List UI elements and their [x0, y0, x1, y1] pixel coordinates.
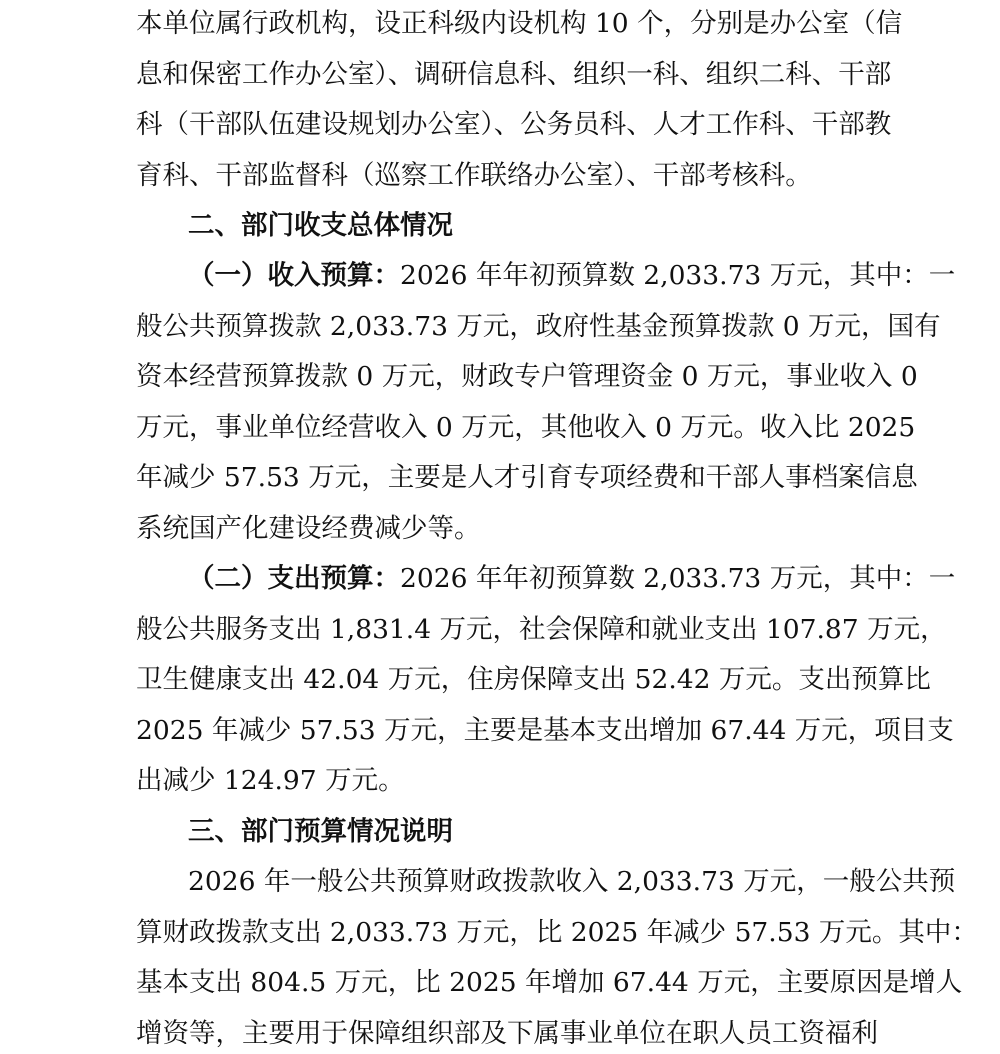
expense-budget-line-5: 出减少 124.97 万元。 — [136, 765, 405, 796]
section-heading-3: 三、部门预算情况说明 — [188, 816, 453, 847]
income-budget-text: 2026 年年初预算数 2,033.73 万元，其中：一 — [400, 260, 956, 291]
income-budget-line-2: 般公共预算拨款 2,033.73 万元，政府性基金预算拨款 0 万元，国有 — [136, 311, 941, 342]
expense-budget-text: 2026 年年初预算数 2,033.73 万元，其中：一 — [400, 563, 956, 594]
income-budget-line-3: 资本经营预算拨款 0 万元，财政专户管理资金 0 万元，事业收入 0 — [136, 361, 918, 392]
body-line-3: 科（干部队伍建设规划办公室）、公务员科、人才工作科、干部教 — [136, 109, 892, 140]
fiscal-line-1: 2026 年一般公共预算财政拨款收入 2,033.73 万元，一般公共预 — [188, 866, 956, 897]
income-budget-line-5: 年减少 57.53 万元，主要是人才引育专项经费和干部人事档案信息 — [136, 462, 918, 493]
fiscal-line-4: 增资等，主要用于保障组织部及下属事业单位在职人员工资福利 — [136, 1018, 878, 1049]
fiscal-line-2: 算财政拨款支出 2,033.73 万元，比 2025 年减少 57.53 万元。其中： — [136, 917, 978, 948]
income-budget-line-4: 万元，事业单位经营收入 0 万元，其他收入 0 万元。收入比 2025 — [136, 412, 916, 443]
income-budget-lead: （一）收入预算： — [188, 260, 400, 291]
expense-budget-line-4: 2025 年减少 57.53 万元，主要是基本支出增加 67.44 万元，项目支 — [136, 715, 954, 746]
expense-budget-lead: （二）支出预算： — [188, 563, 400, 594]
income-budget-line-1 — [188, 256, 956, 296]
expense-budget-line-2: 般公共服务支出 1,831.4 万元，社会保障和就业支出 107.87 万元， — [136, 614, 947, 645]
section-heading-2: 二、部门收支总体情况 — [188, 210, 453, 241]
fiscal-line-3: 基本支出 804.5 万元，比 2025 年增加 67.44 万元，主要原因是增人 — [136, 967, 963, 998]
body-line-4: 育科、干部监督科（巡察工作联络办公室）、干部考核科。 — [136, 160, 812, 191]
expense-budget-line-3: 卫生健康支出 42.04 万元，住房保障支出 52.42 万元。支出预算比 — [136, 664, 931, 695]
expense-budget-line-1 — [188, 559, 956, 599]
body-line-2: 息和保密工作办公室）、调研信息科、组织一科、组织二科、干部 — [136, 59, 892, 90]
income-budget-line-6: 系统国产化建设经费减少等。 — [136, 513, 481, 544]
body-line-1: 本单位属行政机构，设正科级内设机构 10 个，分别是办公室（信 — [136, 8, 903, 39]
